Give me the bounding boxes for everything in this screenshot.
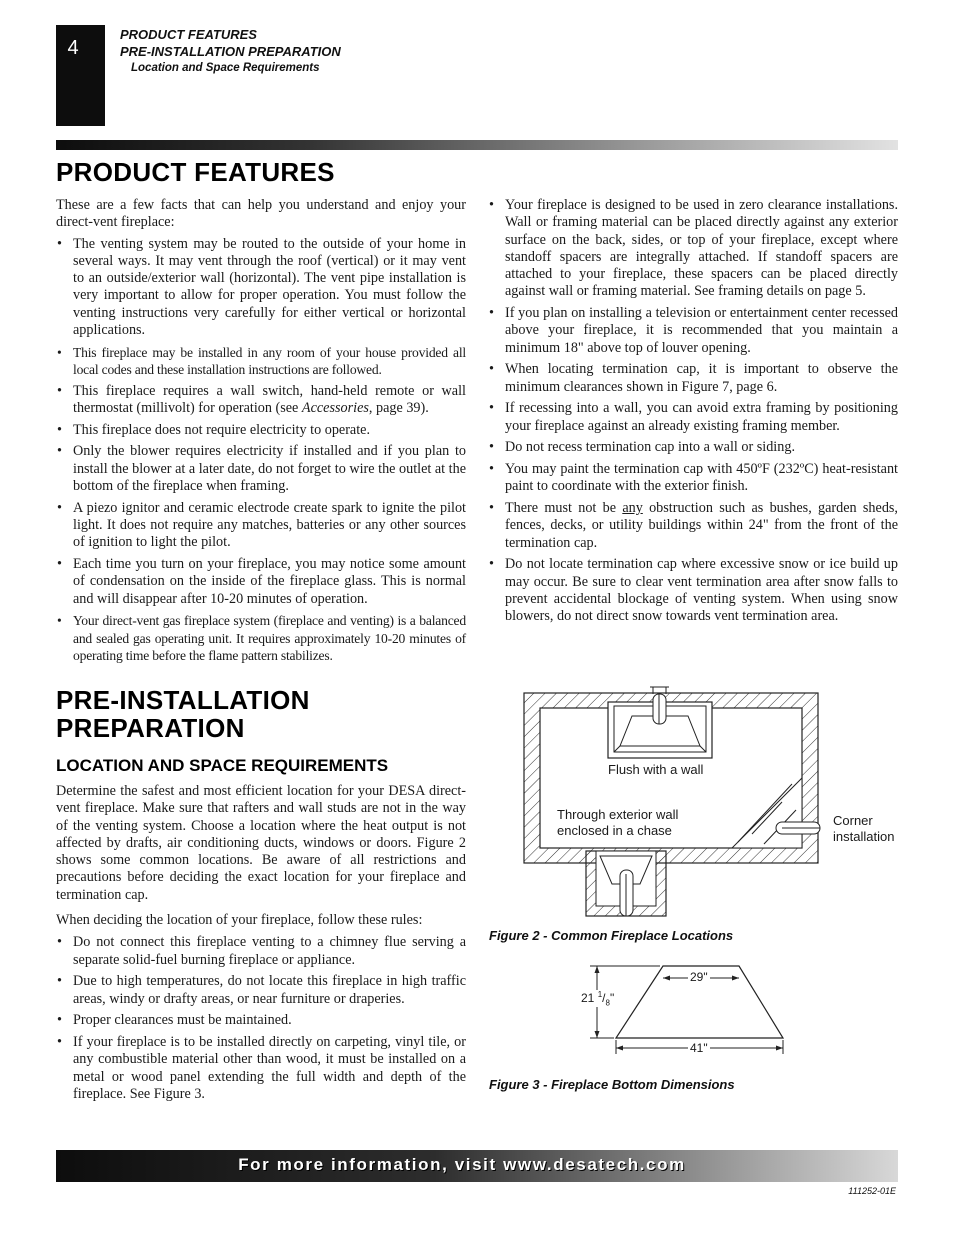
label-corner-installation — [833, 813, 894, 845]
list-item — [56, 383, 466, 418]
features-list-continued — [488, 197, 898, 626]
list-item: • Your direct-vent gas fireplace system (fireplace and venting) is a balanced and sealed gas operating unit. It requires approximately 10-20 minutes of operating time before the flame pattern stabilizes. — [56, 612, 466, 664]
document-number: 111252-01E — [848, 1186, 896, 1196]
list-item: • You may paint the termination cap with 450ºF (232ºC) heat-resistant paint to coordinate with the exterior finish. — [488, 461, 898, 496]
figure-2-caption: Figure 2 - Common Fireplace Locations — [489, 928, 734, 943]
product-features-title: PRODUCT FEATURES — [56, 157, 335, 187]
dim-depth-21-1-8: 21 $^1/_8$" — [581, 990, 615, 1008]
features-list — [56, 236, 466, 665]
footer-bar — [56, 1150, 898, 1182]
dim-depth-num: 1 — [597, 990, 603, 999]
accessories-reference: Accessories — [301, 400, 369, 417]
left-column-location — [56, 783, 466, 1108]
rules-intro: When deciding the location of your fireplace, follow these rules: — [56, 912, 423, 929]
running-header-line1: PRODUCT FEATURES — [120, 27, 257, 42]
page-number-tab — [56, 25, 105, 126]
location-subtitle: LOCATION AND SPACE REQUIREMENTS — [56, 756, 389, 775]
dim-depth-den: 8 — [605, 998, 610, 1008]
header-rule — [56, 140, 898, 150]
fireplace-locations-drawing — [520, 684, 910, 924]
figure-3-caption: Figure 3 - Fireplace Bottom Dimensions — [489, 1077, 735, 1092]
list-item-text: There must not be — [505, 500, 623, 517]
underlined-word: any — [622, 500, 643, 517]
figure-2-diagram — [520, 684, 910, 924]
list-item: • If you plan on installing a television or entertainment center recessed above your fireplace, it is recommended that you maintain a minimum 18" above top of louver opening. — [488, 305, 898, 357]
list-item: • A piezo ignitor and ceramic electrode create spark to ignite the pilot light. It does not require any matches, batteries or any other sources of ignition to light the pilot. — [56, 500, 466, 552]
list-item: • Do not recess termination cap into a wall or siding. — [488, 439, 898, 456]
list-item: • If recessing into a wall, you can avoid extra framing by positioning your fireplace against an already existing framing member. — [488, 400, 898, 435]
left-column-features — [56, 197, 466, 669]
list-item: • Your fireplace is designed to be used in zero clearance installations. Wall or framing material can be placed directly against any exterior surface on the back, sides, or top of your fireplace, except where standoff spacers are integrally attached. If standoff spacers are attached to your fireplace, these spacers can be placed directly against wall or framing material. See framing details on page 5. — [488, 197, 898, 301]
label-chase-line1: Through exterior wall — [557, 807, 679, 822]
list-item: • Do not locate termination cap where excessive snow or ice build up may occur. Be sure to clear vent termination area after snow falls to prevent accidental blockage of venting system. When using snow blowers, do not direct snow towards vent termination area. — [488, 556, 898, 625]
list-item: • Do not connect this fireplace venting to a chimney flue serving a separate solid-fuel burning fireplace or appliance. — [56, 934, 466, 969]
label-flush-with-wall: Flush with a wall — [608, 762, 704, 777]
page-number: 4 — [67, 37, 79, 59]
location-paragraph: Determine the safest and most efficient location for your DESA direct-vent fireplace. Make sure that rafters and wall studs are not in the way of the venting system. Choose a location where the heat output is not affected by drafts, air conditioning ducts, windows or doors. Figure 2 shows some common locations. Be aware of all restrictions and precautions before deciding the exact location for your fireplace and termination cap. — [56, 783, 466, 903]
running-header-line3: Location and Space Requirements — [131, 62, 320, 74]
label-chase-line2: enclosed in a chase — [557, 823, 672, 838]
pre-installation-title-line2: PREPARATION — [56, 713, 245, 743]
list-item: • Only the blower requires electricity if installed and if you plan to install the blower at a later date, do not forget to wire the outlet at the bottom of the fireplace when framing. — [56, 443, 466, 495]
list-item: • This fireplace does not require electricity to operate. — [56, 422, 466, 439]
fireplace-bottom-drawing — [570, 960, 800, 1060]
list-item: • When locating termination cap, it is important to observe the minimum clearances shown in Figure 7, page 6. — [488, 361, 898, 396]
list-item — [488, 500, 898, 552]
rules-list — [56, 934, 466, 1103]
list-item: • Proper clearances must be maintained. — [56, 1012, 466, 1029]
list-item: • The venting system may be routed to the outside of your home in several ways. It may vent through the roof (vertical) or it may vent to an outside/exterior wall (horizontal). The vent pipe installation is very important to allow for proper operation. You must follow the venting instructions very carefully for either vertical or horizontal applications. — [56, 236, 466, 340]
list-item-text: This fireplace requires a wall switch, hand-held remote or wall thermostat (millivolt) for operation (see — [73, 382, 466, 417]
dim-depth-whole: 21 — [581, 991, 595, 1005]
list-item: • This fireplace may be installed in any room of your house provided all local codes and these installation instructions are followed. — [56, 344, 466, 379]
label-through-exterior-wall — [557, 807, 678, 839]
label-corner-line2: installation — [833, 829, 895, 844]
list-item-text: obstruction such as bushes, garden sheds, fences, decks, or utility buildings within 24" from the front of the termination cap. — [505, 500, 898, 551]
figure-3-diagram — [570, 960, 800, 1060]
dim-depth-unit: " — [609, 991, 615, 1005]
features-intro: These are a few facts that can help you understand and enjoy your direct-vent fireplace: — [56, 197, 466, 231]
label-corner-line1: Corner — [833, 813, 873, 828]
pre-installation-title-line1: PRE-INSTALLATION — [56, 685, 310, 715]
dim-top-29: 29" — [690, 970, 708, 984]
running-header-line2: PRE-INSTALLATION PREPARATION — [120, 44, 341, 59]
list-item: • Each time you turn on your fireplace, you may notice some amount of condensation on the inside of the fireplace glass. This is normal and will disappear after 10-20 minutes of operation. — [56, 556, 466, 608]
list-item: • Due to high temperatures, do not locate this fireplace in high traffic areas, windy or drafty areas, or near furniture or draperies. — [56, 973, 466, 1008]
list-item: • If your fireplace is to be installed directly on carpeting, vinyl tile, or any combustible material other than wood, it must be installed on a metal or wood panel extending the full width and depth of the fireplace. See Figure 3. — [56, 1034, 466, 1103]
list-item-text: , page 39). — [368, 400, 429, 417]
dim-bottom-41: 41" — [690, 1041, 708, 1055]
right-column-features — [488, 197, 898, 630]
pre-installation-title — [56, 686, 310, 742]
footer-website-text: For more information, visit www.desatech.com — [238, 1155, 686, 1174]
